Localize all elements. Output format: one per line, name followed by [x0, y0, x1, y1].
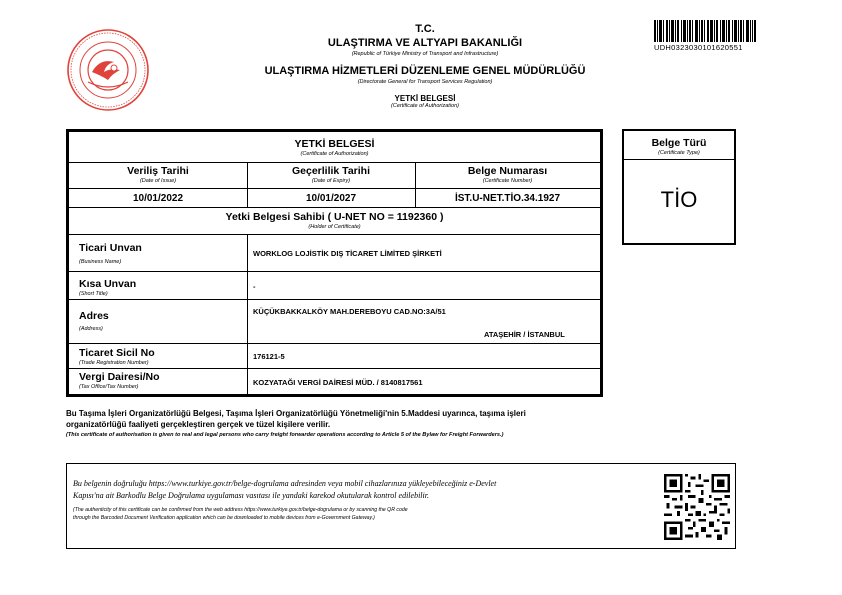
trade-registration-value: 176121-5 — [253, 352, 285, 361]
verification-text-line1: Bu belgenin doğruluğu https://www.turkiye.gov.tr/belge-dogrulama adresinden veya mobil cihazlarınıza yükleyebileceğiniz e-Devlet — [73, 479, 497, 488]
expiry-date-label-en: (Date of Expiry) — [311, 178, 351, 184]
legal-note-en: (This certificate of authorisation is given to real and legal persons who carry freight forwarder operations according to Article 5 of the Bylaw for Freight Forwarders.) — [66, 432, 504, 438]
certificate-type-label-en: (Certificate Type) — [658, 150, 700, 156]
tax-office-label: Vergi Dairesi/No — [79, 371, 160, 383]
address-value-line1: KÜÇÜKBAKKALKÖY MAH.DEREBOYU CAD.NO:3A/51 — [253, 307, 446, 316]
expiry-date-value: 10/01/2027 — [305, 193, 357, 204]
certificate-type-box — [622, 129, 736, 245]
certificate-number-label-en: (Certificate Number) — [482, 178, 533, 184]
barcode-number: UDH0323030101620551 — [654, 43, 743, 52]
verification-box — [66, 463, 736, 549]
address-value-line2: ATAŞEHİR / İSTANBUL — [484, 330, 565, 339]
certificate-type-value: TİO — [660, 187, 698, 212]
ministry-heading: ULAŞTIRMA VE ALTYAPI BAKANLIĞI — [327, 37, 523, 49]
document-type-heading: YETKİ BELGESİ — [394, 94, 456, 103]
trade-registration-label-en: (Trade Registration Number) — [79, 360, 149, 366]
certificate-box — [66, 129, 603, 397]
short-title-value: - — [253, 282, 256, 291]
ministry-seal-logo — [66, 28, 150, 112]
certificate-title: YETKİ BELGESİ — [294, 138, 375, 150]
certificate-number-value: İST.U-NET.TİO.34.1927 — [454, 193, 561, 204]
issue-date-label: Veriliş Tarihi — [127, 165, 189, 177]
qr-code-image — [664, 474, 730, 540]
legal-note-line1: Bu Taşıma İşleri Organizatörlüğü Belgesi, Taşıma İşleri Organizatörlüğü Yönetmeliği'nin 5.Maddesi uyarınca, taşıma işleri — [66, 409, 526, 418]
business-name-label: Ticari Unvan — [79, 242, 142, 254]
expiry-date-label: Geçerlilik Tarihi — [291, 165, 370, 177]
holder-label: Yetki Belgesi Sahibi ( U-NET NO = 1192360 ) — [225, 211, 444, 223]
business-name-value: WORKLOG LOJİSTİK DIŞ TİCARET LİMİTED ŞİRKETİ — [253, 249, 442, 258]
holder-label-en: (Holder of Certificate) — [308, 224, 361, 230]
tax-office-label-en: (Tax Office/Tax Number) — [79, 384, 139, 390]
country-heading: T.C. — [415, 23, 435, 35]
document-type-heading-en: (Certificate of Authorization) — [391, 103, 459, 109]
issue-date-value: 10/01/2022 — [132, 193, 184, 204]
certificate-title-en: (Certificate of Authorization) — [300, 151, 369, 157]
trade-registration-label: Ticaret Sicil No — [79, 347, 155, 359]
verification-text-line2: Kapısı'na ait Barkodlu Belge Doğrulama uygulaması vasıtası ile yandaki karekod okutularak kontrol edilebilir. — [73, 491, 429, 500]
certificate-type-label: Belge Türü — [651, 137, 707, 149]
business-name-label-en: (Business Name) — [79, 259, 122, 265]
tax-office-value: KOZYATAĞI VERGİ DAİRESİ MÜD. / 8140817561 — [253, 378, 423, 387]
legal-note-line2: organizatörlüğü faaliyeti gerçekleştiren gerçek ve tüzel kişilere verilir. — [66, 420, 331, 429]
address-label-en: (Address) — [79, 326, 103, 332]
ministry-heading-en: (Republic of Türkiye Ministry of Transport and Infrastructure) — [351, 51, 499, 57]
barcode-image — [654, 20, 756, 42]
short-title-label-en: (Short Title) — [79, 291, 108, 297]
address-label: Adres — [79, 310, 109, 322]
verification-text-en-line1: (The authenticity of this certificate can be confirmed from the web address https://www.turkiye.gov.tr/belge-dogrulama or by scanning the QR code — [73, 507, 408, 513]
directorate-heading: ULAŞTIRMA HİZMETLERİ DÜZENLEME GENEL MÜDÜRLÜĞÜ — [264, 65, 586, 77]
verification-text-en-line2: through the Barcoded Document Verification application which can be downloaded to mobile devices from e-Government Gateway.) — [73, 515, 375, 521]
issue-date-label-en: (Date of Issue) — [139, 178, 177, 184]
certificate-number-label: Belge Numarası — [467, 165, 548, 177]
directorate-heading-en: (Directorate General for Transport Services Regulation) — [357, 79, 493, 85]
short-title-label: Kısa Unvan — [79, 278, 137, 290]
